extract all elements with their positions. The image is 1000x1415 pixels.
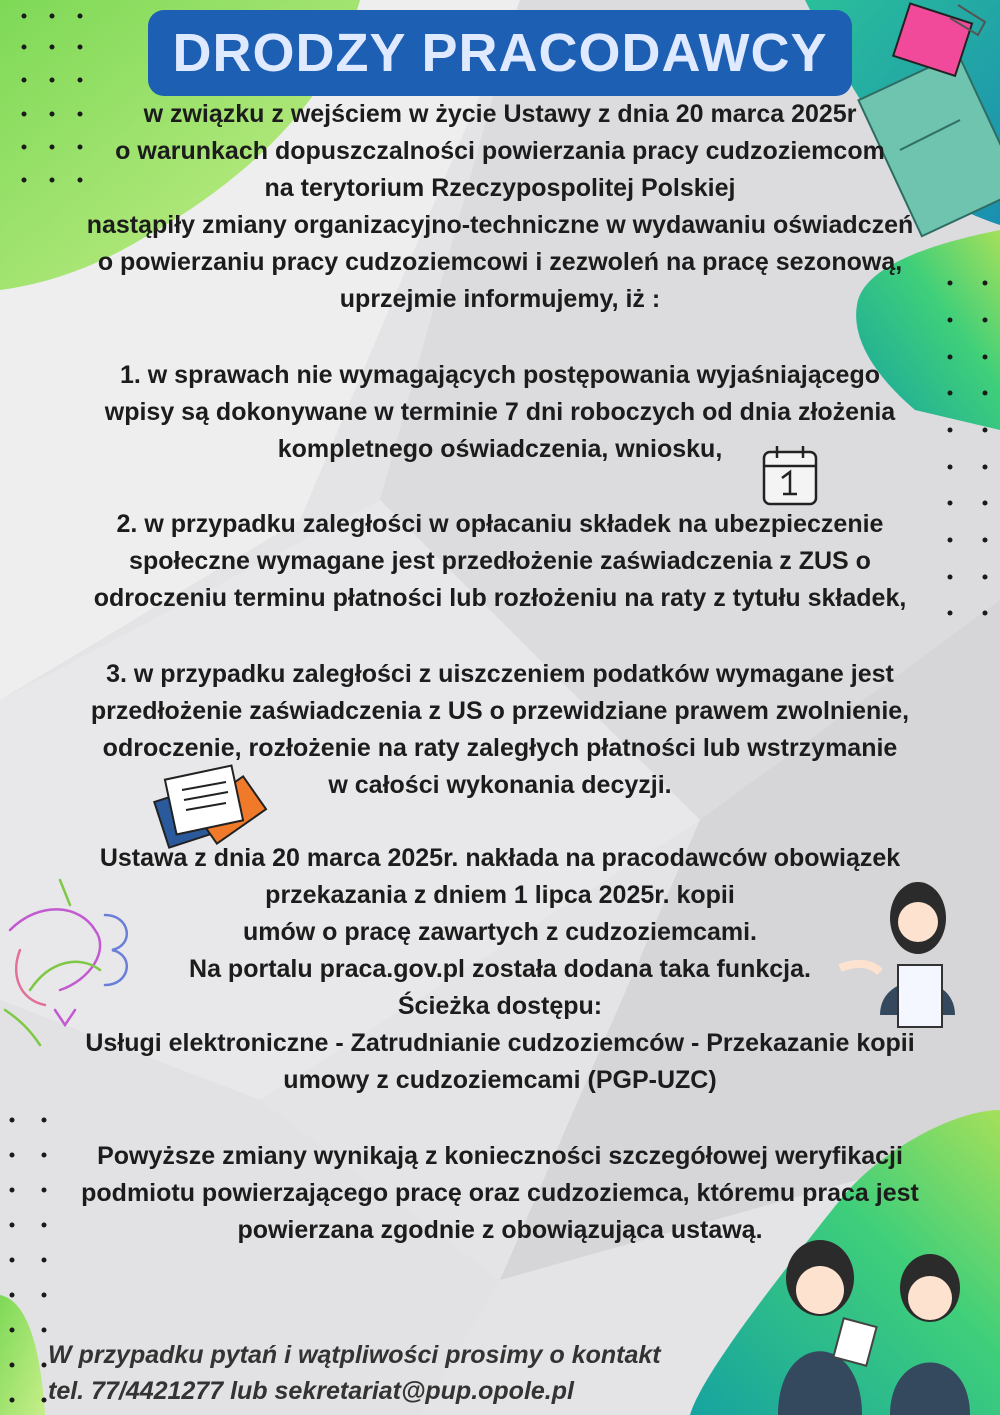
intro-line: na terytorium Rzeczypospolitej Polskiej	[264, 174, 736, 202]
intro-line: o warunkach dopuszczalności powierzania pracy cudzoziemcom	[115, 137, 885, 165]
point-3-line: 3. w przypadku zaległości z uiszczeniem podatków wymagane jest	[106, 660, 894, 688]
statute-line: Ścieżka dostępu:	[397, 992, 603, 1020]
statute-block	[0, 840, 1000, 1099]
intro-line: nastąpiły zmiany organizacyjno-techniczne w wydawaniu oświadczeń	[86, 211, 914, 239]
statute-line: umowy z cudzoziemcami (PGP-UZC)	[283, 1066, 717, 1094]
intro-line: w związku z wejściem w życie Ustawy z dnia 20 marca 2025r	[143, 100, 857, 128]
statute-line: przekazania z dniem 1 lipca 2025r. kopii	[265, 881, 735, 909]
closing-block	[0, 1138, 1000, 1249]
statute-line: umów o pracę zawartych z cudzoziemcami.	[242, 918, 758, 946]
point-2-line: 2. w przypadku zaległości w opłacaniu składek na ubezpieczenie	[116, 510, 884, 538]
title-banner	[148, 10, 852, 96]
point-1	[0, 357, 1000, 468]
statute-line: Usługi elektroniczne - Zatrudnianie cudzoziemców - Przekazanie kopii	[85, 1029, 915, 1057]
statute-line: Ustawa z dnia 20 marca 2025r. nakłada na pracodawców obowiązek	[99, 844, 901, 872]
statute-line: Na portalu praca.gov.pl została dodana taka funkcja.	[189, 955, 811, 983]
intro-block	[0, 96, 1000, 318]
intro-line: o powierzaniu pracy cudzoziemcowi i zezwoleń na pracę sezonową,	[97, 248, 903, 276]
closing-line: powierzana zgodnie z obowiązująca ustawą.	[237, 1216, 763, 1244]
contact-block	[48, 1337, 768, 1409]
point-3-line: odroczenie, rozłożenie na raty zaległych płatności lub wstrzymanie	[102, 734, 898, 762]
point-3	[0, 656, 1000, 804]
contact-line: W przypadku pytań i wątpliwości prosimy o kontakt	[48, 1341, 661, 1369]
contact-info[interactable]: tel. 77/4421277 lub sekretariat@pup.opole.pl	[48, 1377, 574, 1405]
intro-line: uprzejmie informujemy, iż :	[339, 285, 661, 313]
point-1-line: wpisy są dokonywane w terminie 7 dni roboczych od dnia złożenia	[104, 398, 896, 426]
point-2-line: społeczne wymagane jest przedłożenie zaświadczenia z ZUS o	[129, 547, 871, 575]
point-1-line: kompletnego oświadczenia, wniosku,	[277, 435, 723, 463]
point-3-line: w całości wykonania decyzji.	[328, 771, 672, 799]
closing-line: Powyższe zmiany wynikają z konieczności szczegółowej weryfikacji	[97, 1142, 903, 1170]
point-2-line: odroczeniu terminu płatności lub rozłożeniu na raty z tytułu składek,	[93, 584, 907, 612]
point-2	[0, 506, 1000, 617]
page-title: DRODZY PRACODAWCY	[172, 23, 828, 83]
point-3-line: przedłożenie zaświadczenia z US o przewidziane prawem zwolnienie,	[90, 697, 910, 725]
point-1-line: 1. w sprawach nie wymagających postępowania wyjaśniającego	[119, 361, 881, 389]
closing-line: podmiotu powierzającego pracę oraz cudzoziemca, któremu praca jest	[81, 1179, 919, 1207]
